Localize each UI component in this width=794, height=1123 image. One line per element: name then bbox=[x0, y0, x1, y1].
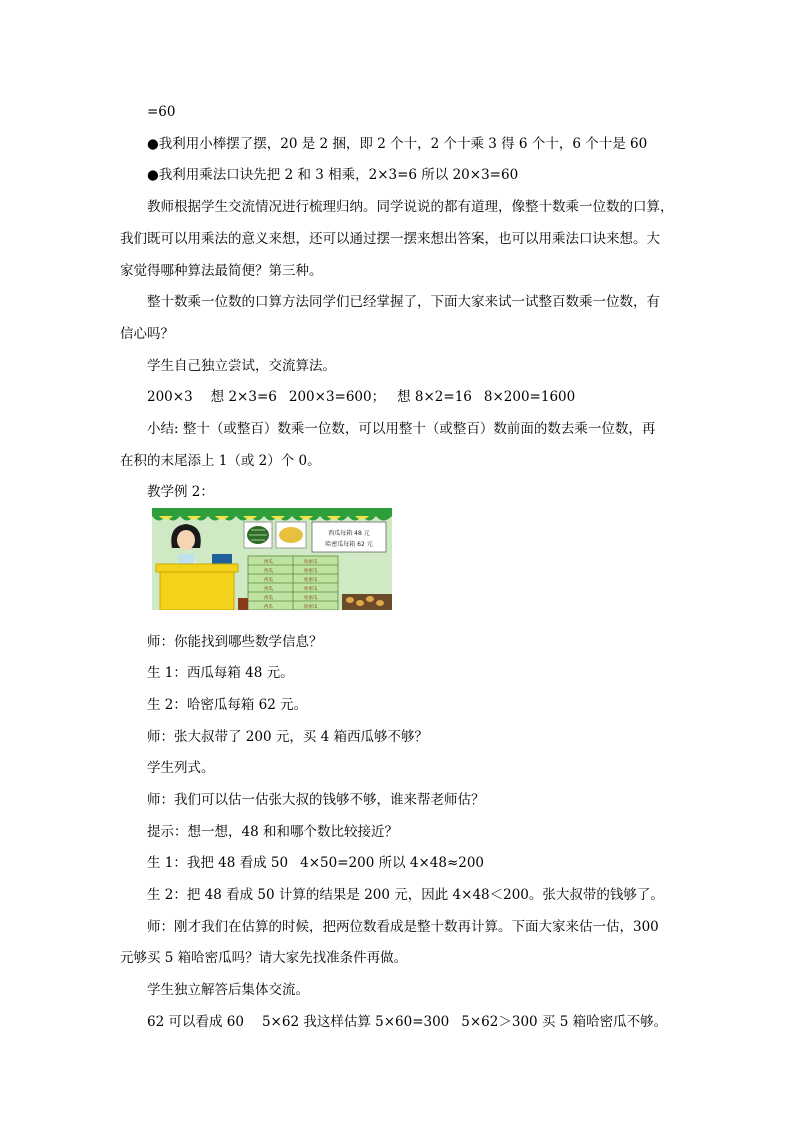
text-line: ●我利用小棒摆了摆，20 是 2 捆，即 2 个十，2 个十乘 3 得 6 个十，6 个十是 60 bbox=[147, 136, 648, 152]
box-label: 西瓜 bbox=[264, 605, 273, 610]
calc-item: 想 2×3=6 bbox=[210, 389, 277, 405]
box-label: 哈密瓜 bbox=[304, 605, 318, 610]
calc-item: 200×3=600； bbox=[288, 389, 386, 405]
box-label: 哈密瓜 bbox=[304, 578, 318, 583]
dialogue-line: 师：我们可以估一估张大叔的钱够不够，谁来帮老师估？ bbox=[147, 792, 485, 808]
stacked-boxes bbox=[248, 556, 338, 610]
dialogue-line: 师：张大叔带了 200 元，买 4 箱西瓜够不够？ bbox=[147, 729, 429, 745]
calc-item: 想 8×2=16 bbox=[397, 389, 472, 405]
box-label: 西瓜 bbox=[264, 578, 273, 583]
calc-item: 5×62＞300 买 5 箱哈密瓜不够。 bbox=[461, 1014, 668, 1030]
text-line: ●我利用乘法口诀先把 2 和 3 相乘，2×3=6 所以 20×3=60 bbox=[147, 167, 519, 183]
calculation-line bbox=[147, 1012, 667, 1032]
dialogue-line: 元够买 5 箱哈密瓜吗？请大家先找准条件再做。 bbox=[120, 950, 408, 966]
dialogue-line: 生 1：西瓜每箱 48 元。 bbox=[147, 665, 294, 681]
melon-display bbox=[276, 522, 306, 548]
counter bbox=[156, 564, 238, 610]
text-line: =60 bbox=[147, 104, 176, 120]
sign-line-2: 哈密瓜每箱 62 元 bbox=[325, 541, 373, 548]
paragraph-line: 整十数乘一位数的口算方法同学们已经掌握了，下面大家来试一试整百数乘一位数，有 bbox=[147, 294, 660, 310]
watermelon-display bbox=[244, 522, 272, 548]
dialogue-line: 生 2：把 48 看成 50 计算的结果是 200 元，因此 4×48＜200。张大叔带的钱够了。 bbox=[147, 887, 664, 903]
text-line: 学生自己独立尝试，交流算法。 bbox=[147, 358, 336, 374]
text-line: 教学例 2： bbox=[147, 484, 214, 500]
calc-item: 200×3 bbox=[147, 389, 193, 405]
dialogue-part: 生 1：我把 48 看成 50 bbox=[147, 855, 289, 871]
paragraph-line: 信心吗？ bbox=[120, 326, 174, 342]
paragraph-line: 小结: 整十（或整百）数乘一位数，可以用整十（或整百）数前面的数去乘一位数，再 bbox=[147, 421, 656, 437]
dialogue-part: 4×50=200 所以 4×48≈200 bbox=[300, 855, 485, 871]
box-label: 哈密瓜 bbox=[304, 596, 318, 601]
box-label: 西瓜 bbox=[264, 587, 273, 592]
calc-item: 8×200=1600 bbox=[483, 389, 576, 405]
paragraph-line: 家觉得哪种算法最简便？第三种。 bbox=[120, 263, 323, 279]
paragraph-line: 在积的末尾添上 1（或 2）个 0。 bbox=[120, 453, 321, 469]
dialogue-line: 师：你能找到哪些数学信息？ bbox=[147, 634, 323, 650]
calc-item: 62 可以看成 60 bbox=[147, 1014, 244, 1030]
box-label: 西瓜 bbox=[264, 560, 273, 565]
dialogue-line: 生 2：哈密瓜每箱 62 元。 bbox=[147, 697, 308, 713]
awning bbox=[152, 508, 392, 521]
text-line: 学生独立解答后集体交流。 bbox=[147, 982, 309, 998]
fruit-crate bbox=[342, 594, 392, 610]
box-label: 哈密瓜 bbox=[304, 560, 318, 565]
cash-register bbox=[212, 554, 232, 564]
sign-line-1: 西瓜每箱 48 元 bbox=[328, 530, 370, 537]
box-label: 西瓜 bbox=[264, 569, 273, 574]
dialogue-line: 师：刚才我们在估算的时候，把两位数看成是整十数再计算。下面大家来估一估，300 bbox=[147, 919, 659, 935]
fruit-stall-illustration bbox=[152, 508, 392, 610]
text-line: 学生列式。 bbox=[147, 760, 215, 776]
paragraph-line: 教师根据学生交流情况进行梳理归纳。同学说说的都有道理，像整十数乘一位数的口算， bbox=[147, 199, 674, 215]
fruit-crate bbox=[238, 598, 248, 610]
box-label: 西瓜 bbox=[264, 596, 273, 601]
calculation-line bbox=[147, 387, 575, 407]
box-label: 哈密瓜 bbox=[304, 569, 318, 574]
calc-item: 5×62 我这样估算 5×60=300 bbox=[261, 1014, 450, 1030]
price-sign bbox=[312, 522, 386, 552]
hint-line: 提示：想一想，48 和和哪个数比较接近？ bbox=[147, 824, 398, 840]
fruit-stall-svg bbox=[152, 508, 392, 610]
paragraph-line: 我们既可以用乘法的意义来想，还可以通过摆一摆来想出答案，也可以用乘法口诀来想。大 bbox=[120, 231, 660, 247]
box-label: 哈密瓜 bbox=[304, 587, 318, 592]
dialogue-line bbox=[147, 853, 484, 873]
